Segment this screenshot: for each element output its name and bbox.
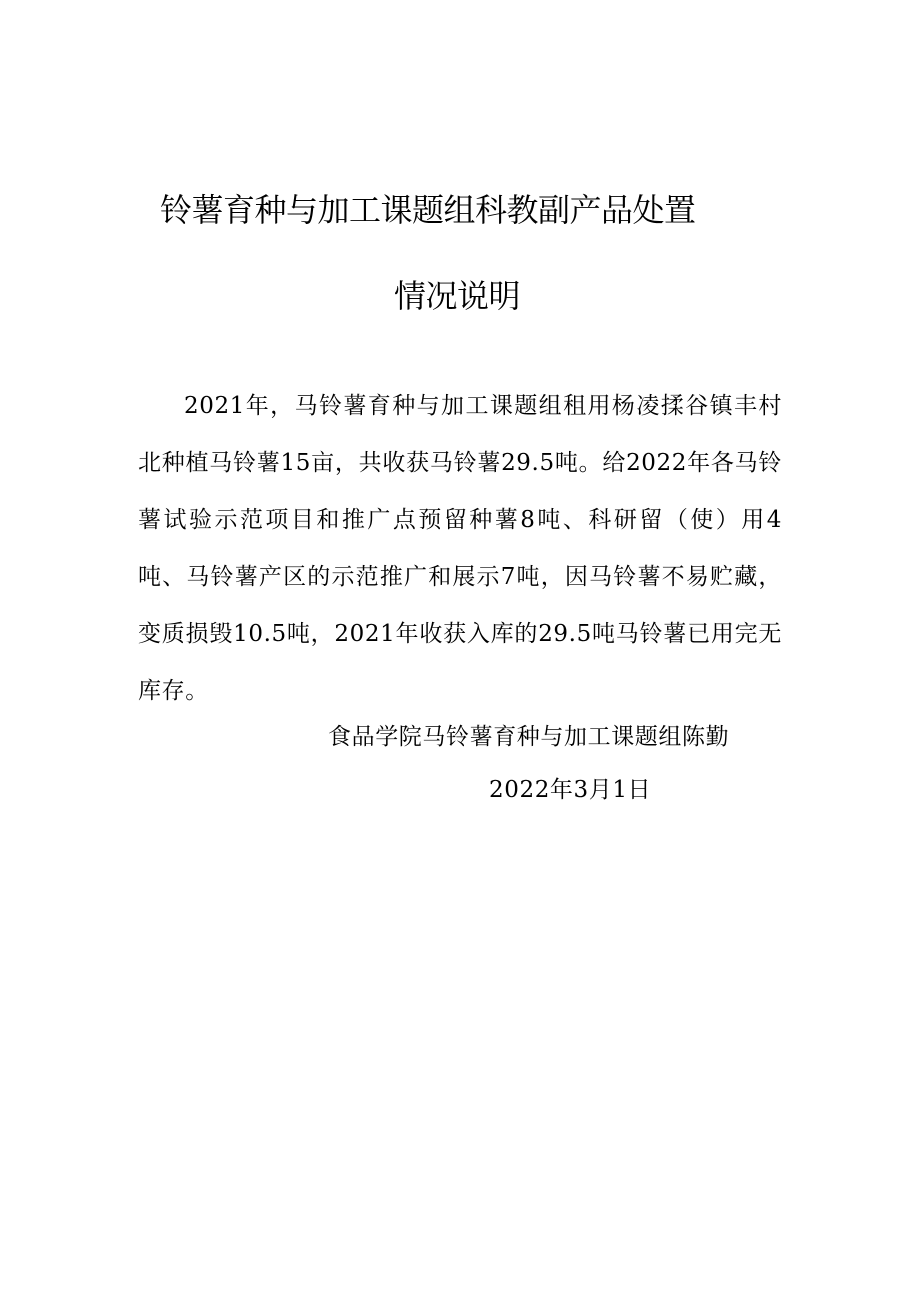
signature-date: 2022年3月1日	[489, 777, 652, 803]
document-title-line-1: 铃薯育种与加工课题组科教副产品处置	[160, 191, 696, 229]
signature-organization: 食品学院马铃薯育种与加工课题组陈勤	[328, 724, 730, 750]
body-paragraph: 2021年，马铃薯育种与加工课题组租用杨凌揉谷镇丰村北种植马铃薯15亩，共收获马铃薯29.5吨。给2022年各马铃薯试验示范项目和推广点预留种薯8吨、科研留（使）用4吨、马铃薯产区的示范推广和展示7吨，因马铃薯不易贮藏，变质损毁10.5吨，2021年收获入库的29.5吨马铃薯已用完无库存。	[138, 393, 782, 704]
document-title-line-2: 情况说明	[394, 277, 521, 315]
